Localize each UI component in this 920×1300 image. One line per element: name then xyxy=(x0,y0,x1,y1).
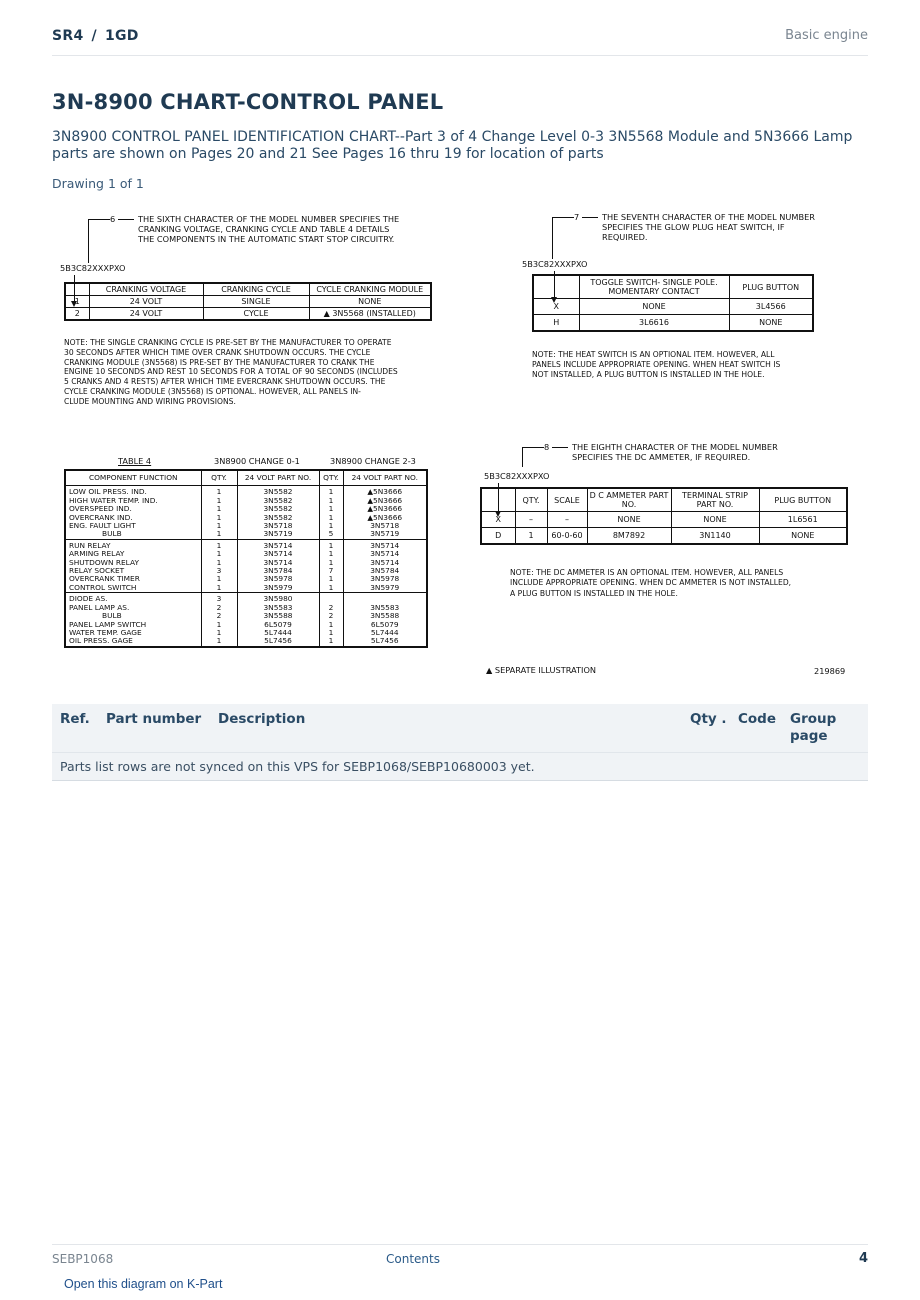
table-cell: 3N5979 xyxy=(237,584,319,593)
table-header: COMPONENT FUNCTION xyxy=(65,470,201,486)
table-cell: 1 xyxy=(201,539,237,550)
table-cell: NONE xyxy=(579,299,729,315)
table-cell: 5L7456 xyxy=(237,637,319,646)
seventh-character-table xyxy=(532,274,814,332)
separate-illustration-legend: ▲ SEPARATE ILLUSTRATION xyxy=(486,665,597,675)
table-cell: 3N5979 xyxy=(343,584,427,593)
table-header: PLUG BUTTON xyxy=(759,488,847,512)
table-cell: 1L6561 xyxy=(759,512,847,528)
leader-line xyxy=(118,219,134,220)
document-number: SEBP1068 xyxy=(52,1251,114,1266)
parts-list xyxy=(52,704,868,781)
table-cell: RUN RELAY xyxy=(65,539,201,550)
table-header-row xyxy=(481,488,847,512)
table-row xyxy=(65,530,427,539)
model-number: 5B3C82XXXPXO xyxy=(522,259,588,269)
col-part-number: Part number xyxy=(106,711,202,727)
table-cell: OIL PRESS. GAGE xyxy=(65,637,201,646)
table-cell: – xyxy=(547,512,587,528)
table-cell: 2 xyxy=(201,604,237,612)
table-cell: 1 xyxy=(319,486,343,497)
table-cell: 3N5784 xyxy=(343,567,427,575)
table-cell: 3N5718 xyxy=(343,522,427,530)
table-cell xyxy=(65,283,89,296)
table-row xyxy=(481,512,847,528)
table-row xyxy=(533,299,813,315)
table4-caption: TABLE 4 xyxy=(118,456,152,466)
table-cell: NONE xyxy=(671,512,759,528)
table-header: 24 VOLT PART NO. xyxy=(343,470,427,486)
table-cell: ENG. FAULT LIGHT xyxy=(65,522,201,530)
table-header: QTY. xyxy=(515,488,547,512)
table-cell: BULB xyxy=(65,612,201,620)
table-cell: 1 xyxy=(201,522,237,530)
table-cell: CONTROL SWITCH xyxy=(65,584,201,593)
table-header: SCALE xyxy=(547,488,587,512)
eighth-description: THE EIGHTH CHARACTER OF THE MODEL NUMBER SPECIFIES THE DC AMMETER, IF REQUIRED. xyxy=(572,442,778,462)
leader-line xyxy=(552,217,574,218)
table-cell: 1 xyxy=(319,522,343,530)
table-cell: ▲5N3666 xyxy=(343,514,427,522)
leader-line xyxy=(552,447,568,448)
table-cell: 3N5582 xyxy=(237,505,319,513)
col-code: Code xyxy=(738,711,777,727)
breadcrumb-serial[interactable]: 1GD xyxy=(104,28,139,44)
table-cell: 3N5784 xyxy=(237,567,319,575)
table-cell: CYCLE xyxy=(203,308,309,321)
table-cell: X xyxy=(533,299,579,315)
table-cell: 3N5582 xyxy=(237,514,319,522)
table-cell: 24 VOLT xyxy=(89,308,203,321)
page-header xyxy=(52,28,868,56)
control-panel-chart-drawing xyxy=(52,200,868,690)
table-cell: 8M7892 xyxy=(587,528,671,545)
table-header: CYCLE CRANKING MODULE xyxy=(309,283,431,296)
col-qty: Qty . xyxy=(690,711,727,727)
sixth-note: NOTE: THE SINGLE CRANKING CYCLE IS PRE-SET BY THE MANUFACTURER TO OPERATE 30 SECONDS AFTER WHICH TIME OVER CRANK SHUTDOWN OCCURS. THE CYCLE CRANKING MODULE (3N5568) IS PRE-SET BY THE MANUFACTURER TO CRANK THE ENGINE 10 SECONDS AND REST 10 SECONDS FOR A TOTAL OF 90 SECONDS (INCLUDES 5 CRANKS AND 4 RESTS) AFTER WHICH TIME EVERCRANK SHUTDOWN OCCURS. THE CYCLE CRANKING MODULE (3N5568) IS OPTIONAL. HOWEVER, ALL PANELS IN- CLUDE MOUNTING AND WIRING PROVISIONS. xyxy=(64,338,398,406)
table-cell: ▲5N3666 xyxy=(343,505,427,513)
col-group-page: Group page xyxy=(790,711,837,744)
leader-line xyxy=(88,219,110,220)
contents-link[interactable]: Contents xyxy=(386,1251,440,1266)
table-cell: NONE xyxy=(309,296,431,308)
table-cell: WATER TEMP. GAGE xyxy=(65,629,201,637)
table-cell: ▲ 3N5568 (INSTALLED) xyxy=(309,308,431,321)
table-cell: 5L7456 xyxy=(343,637,427,646)
sixth-character-table xyxy=(64,282,432,321)
table-cell: 1 xyxy=(201,559,237,567)
table-row xyxy=(481,528,847,545)
table-cell: X xyxy=(481,512,515,528)
leader-line xyxy=(582,217,598,218)
table4-body xyxy=(65,486,427,647)
table-cell: 2 xyxy=(65,308,89,321)
table-cell: 3N5980 xyxy=(237,593,319,604)
table-row xyxy=(65,308,431,321)
seventh-description: THE SEVENTH CHARACTER OF THE MODEL NUMBER SPECIFIES THE GLOW PLUG HEAT SWITCH, IF REQUIRED. xyxy=(602,212,815,242)
table-cell: – xyxy=(515,512,547,528)
table-cell: 3N5714 xyxy=(237,559,319,567)
table-header-row xyxy=(65,283,431,296)
table-cell: 1 xyxy=(515,528,547,545)
table-cell: 1 xyxy=(319,584,343,593)
table-cell: 3N5714 xyxy=(237,550,319,558)
table-cell: 3N5978 xyxy=(237,575,319,583)
table-cell: 1 xyxy=(201,550,237,558)
table-cell: DIODE AS. xyxy=(65,593,201,604)
table-cell: 1 xyxy=(319,539,343,550)
table-cell: 1 xyxy=(201,514,237,522)
table-cell: 1 xyxy=(201,486,237,497)
table-cell: OVERCRANK TIMER xyxy=(65,575,201,583)
drawing-label: Drawing 1 of 1 xyxy=(52,176,144,191)
table-cell: 7 xyxy=(319,567,343,575)
page-footer xyxy=(52,1244,868,1272)
table-header: CRANKING CYCLE xyxy=(203,283,309,296)
table-cell: 3N5582 xyxy=(237,497,319,505)
table-cell: OVERSPEED IND. xyxy=(65,505,201,513)
table-header: QTY. xyxy=(319,470,343,486)
leader-line xyxy=(552,217,553,259)
table-cell: NONE xyxy=(729,315,813,332)
eighth-note: NOTE: THE DC AMMETER IS AN OPTIONAL ITEM. HOWEVER, ALL PANELS INCLUDE APPROPRIATE OPENING. WHEN DC AMMETER IS NOT INSTALLED, A PLUG BUTTON IS INSTALLED IN THE HOLE. xyxy=(510,568,792,598)
model-number: 5B3C82XXXPXO xyxy=(60,263,126,273)
table-cell: 3 xyxy=(201,567,237,575)
page-title: 3N-8900 CHART-CONTROL PANEL xyxy=(52,90,444,114)
table-cell: 1 xyxy=(319,621,343,629)
parts-list-header xyxy=(52,704,868,752)
table-cell: SHUTDOWN RELAY xyxy=(65,559,201,567)
table-cell: D xyxy=(481,528,515,545)
table-header: CRANKING VOLTAGE xyxy=(89,283,203,296)
table-cell: LOW OIL PRESS. IND. xyxy=(65,486,201,497)
table-row xyxy=(65,296,431,308)
page-number: 4 xyxy=(858,1251,868,1266)
table-header-row xyxy=(533,275,813,299)
table-cell: 3N5714 xyxy=(343,550,427,558)
table-cell: 1 xyxy=(201,497,237,505)
breadcrumb-model[interactable]: SR4 xyxy=(52,28,84,44)
table-cell: 1 xyxy=(201,637,237,646)
table-cell: 1 xyxy=(201,575,237,583)
table-row xyxy=(533,315,813,332)
leader-line xyxy=(522,447,523,467)
table-header: TOGGLE SWITCH- SINGLE POLE. MOMENTARY CONTACT xyxy=(579,275,729,299)
table-cell: 3L6616 xyxy=(579,315,729,332)
table-cell: 1 xyxy=(319,497,343,505)
table-cell: 2 xyxy=(319,604,343,612)
sixth-description: THE SIXTH CHARACTER OF THE MODEL NUMBER SPECIFIES THE CRANKING VOLTAGE, CRANKING CYCLE AND TABLE 4 DETAILS THE COMPONENTS IN THE AUTOMATIC START STOP CIRCUITRY. xyxy=(138,214,400,244)
table-cell: 3N5978 xyxy=(343,575,427,583)
table-cell xyxy=(481,488,515,512)
table-header: PLUG BUTTON xyxy=(729,275,813,299)
table-cell: ▲5N3666 xyxy=(343,497,427,505)
table-cell xyxy=(533,275,579,299)
table-cell: 24 VOLT xyxy=(89,296,203,308)
table-cell: BULB xyxy=(65,530,201,539)
table-cell: 3N5588 xyxy=(237,612,319,620)
table4-components xyxy=(64,469,428,648)
table-header-row xyxy=(65,470,427,486)
table-cell: NONE xyxy=(759,528,847,545)
breadcrumb xyxy=(52,28,139,55)
table-header: D C AMMETER PART NO. xyxy=(587,488,671,512)
table-cell: 1 xyxy=(201,584,237,593)
table-cell: 1 xyxy=(319,514,343,522)
seventh-digit: 7 xyxy=(574,212,580,222)
table-cell: 1 xyxy=(319,629,343,637)
leader-line xyxy=(88,219,89,263)
col-description: Description xyxy=(218,711,306,727)
table-cell: RELAY SOCKET xyxy=(65,567,201,575)
table-cell: 1 xyxy=(319,550,343,558)
table-cell: 2 xyxy=(201,612,237,620)
table-header: TERMINAL STRIP PART NO. xyxy=(671,488,759,512)
table-cell: 3N5583 xyxy=(343,604,427,612)
table-cell: 1 xyxy=(319,559,343,567)
open-kpart-link[interactable]: Open this diagram on K-Part xyxy=(64,1277,223,1291)
table-cell: 5 xyxy=(319,530,343,539)
parts-list-message: Parts list rows are not synced on this VPS for SEBP1068/SEBP10680003 yet. xyxy=(52,752,868,780)
table-cell: H xyxy=(533,315,579,332)
table-row xyxy=(65,584,427,593)
table-header: 24 VOLT PART NO. xyxy=(237,470,319,486)
table-cell: 1 xyxy=(201,530,237,539)
table-cell: NONE xyxy=(587,512,671,528)
table-cell: 3N1140 xyxy=(671,528,759,545)
table-row xyxy=(65,637,427,646)
table-cell: 3N5719 xyxy=(237,530,319,539)
table-cell: 3N5719 xyxy=(343,530,427,539)
table-cell: 1 xyxy=(319,575,343,583)
leader-line xyxy=(522,447,544,448)
sixth-digit: 6 xyxy=(110,214,116,224)
table-cell: 3 xyxy=(201,593,237,604)
eighth-digit: 8 xyxy=(544,442,550,452)
table-cell: 1 xyxy=(201,621,237,629)
table-cell: PANEL LAMP AS. xyxy=(65,604,201,612)
model-number: 5B3C82XXXPXO xyxy=(484,471,550,481)
table-cell: 2 xyxy=(319,612,343,620)
table-cell: OVERCRANK IND. xyxy=(65,514,201,522)
table-cell: 3N5582 xyxy=(237,486,319,497)
table-cell: 3N5718 xyxy=(237,522,319,530)
table-cell: 6L5079 xyxy=(237,621,319,629)
section-label: Basic engine xyxy=(785,28,868,43)
table-cell: 3N5714 xyxy=(343,559,427,567)
table4-change-b: 3N8900 CHANGE 2-3 xyxy=(330,456,416,466)
table-cell: 3N5714 xyxy=(343,539,427,550)
table-cell: 3N5588 xyxy=(343,612,427,620)
table-cell: ARMING RELAY xyxy=(65,550,201,558)
illustration-number: 219869 xyxy=(814,666,846,676)
table-cell: 6L5079 xyxy=(343,621,427,629)
table-cell: 3L4566 xyxy=(729,299,813,315)
eighth-character-table xyxy=(480,487,848,545)
seventh-note: NOTE: THE HEAT SWITCH IS AN OPTIONAL ITEM. HOWEVER, ALL PANELS INCLUDE APPROPRIATE OPENING. WHEN HEAT SWITCH IS NOT INSTALLED, A PLUG BUTTON IS INSTALLED IN THE HOLE. xyxy=(532,350,781,380)
table-cell: 1 xyxy=(65,296,89,308)
table-cell: 5L7444 xyxy=(237,629,319,637)
table-cell: ▲5N3666 xyxy=(343,486,427,497)
table4-change-a: 3N8900 CHANGE 0-1 xyxy=(214,456,300,466)
table-cell: 60-0-60 xyxy=(547,528,587,545)
table-cell: SINGLE xyxy=(203,296,309,308)
table-cell: 1 xyxy=(319,505,343,513)
table-cell: 3N5714 xyxy=(237,539,319,550)
table-cell: 1 xyxy=(201,505,237,513)
page-subtitle: 3N8900 CONTROL PANEL IDENTIFICATION CHART--Part 3 of 4 Change Level 0-3 3N5568 Module and 5N3666 Lamp parts are shown on Pages 20 and 21 See Pages 16 thru 19 for location of parts xyxy=(52,129,853,162)
table-cell: 3N5583 xyxy=(237,604,319,612)
table-cell: 1 xyxy=(319,637,343,646)
table-cell: 5L7444 xyxy=(343,629,427,637)
table-header: QTY. xyxy=(201,470,237,486)
breadcrumb-separator: / xyxy=(91,28,97,44)
table-cell: PANEL LAMP SWITCH xyxy=(65,621,201,629)
table-cell: 1 xyxy=(201,629,237,637)
col-ref: Ref. xyxy=(60,711,90,727)
table-cell: HIGH WATER TEMP. IND. xyxy=(65,497,201,505)
